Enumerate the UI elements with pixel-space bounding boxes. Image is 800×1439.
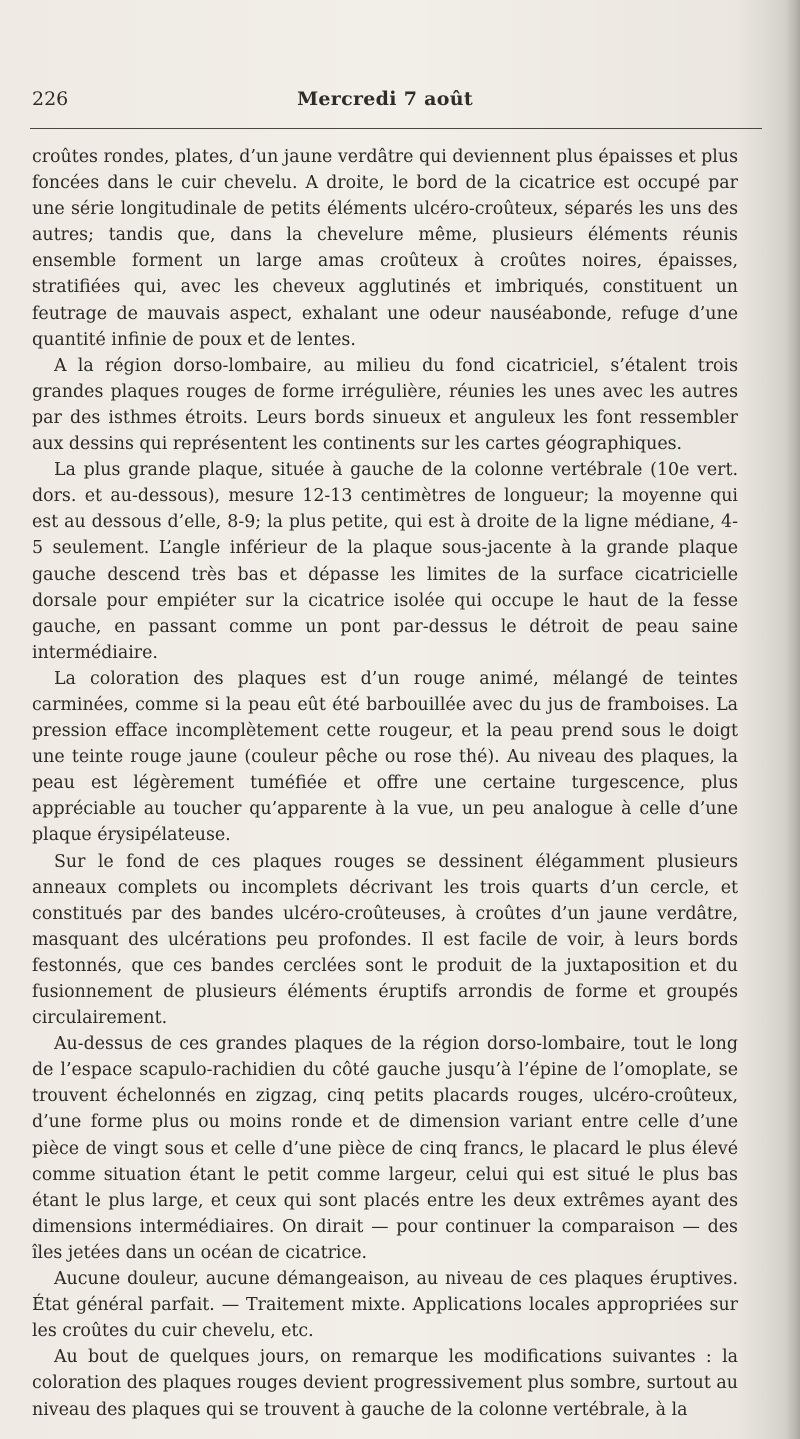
- header-rule: [30, 128, 762, 129]
- body-text: [32, 144, 738, 1423]
- paragraph-continuation: croûtes rondes, plates, d’un jaune verdâtre qui deviennent plus épaisses et plus foncées dans le cuir chevelu. A droite, le bord de la cicatrice est occupé par une série longitudinale de petits éléments ulcéro-croûteux, séparés les uns des autres; tandis que, dans la chevelure même, plusieurs éléments réunis ensemble forment un large amas croûteux à croûtes noires, épaisses, stratifiées qui, avec les cheveux agglutinés et imbriqués, constituent un feutrage de mauvais aspect, exhalant une odeur nauséabonde, refuge d’une quantité infinie de poux et de lentes.: [32, 147, 738, 350]
- paragraph: A la région dorso-lombaire, au milieu du fond cicatriciel, s’étalent trois grandes plaques rouges de forme irrégulière, réunies les unes avec les autres par des isthmes étroits. Leurs bords sinueux et anguleux les font ressembler aux dessins qui représentent les continents sur les cartes géographiques.: [32, 355, 738, 455]
- page-edge-shadow: [786, 0, 800, 1439]
- paragraph: Au bout de quelques jours, on remarque les modifications suivantes : la coloration des plaques rouges devient progressivement plus sombre, surtout au niveau des plaques qui se trouvent à gauche de la colonne vertébrale, à la: [32, 1347, 738, 1420]
- paragraph: La coloration des plaques est d’un rouge animé, mélangé de teintes carminées, comme si la peau eût été barbouillée avec du jus de framboises. La pression efface incomplètement cette rougeur, et la peau prend sous le doigt une teinte rouge jaune (couleur pêche ou rose thé). Au niveau des plaques, la peau est légèrement tuméfiée et offre une certaine turgescence, plus appréciable au toucher qu’apparente à la vue, un peu analogue à celle d’une plaque érysipélateuse.: [32, 668, 738, 846]
- running-title: Mercredi 7 août: [297, 88, 473, 110]
- paragraph: Au-dessus de ces grandes plaques de la région dorso-lombaire, tout le long de l’espace scapulo-rachidien du côté gauche jusqu’à l’épine de l’omoplate, se trouvent échelonnés en zigzag, cinq petits placards rouges, ulcéro-croûteux, d’une forme plus ou moins ronde et de dimension variant entre celle d’une pièce de vingt sous et celle d’une pièce de cinq francs, le placard le plus élevé comme situation étant le petit comme largeur, celui qui est situé le plus bas étant le plus large, et ceux qui sont placés entre les deux extrêmes ayant des dimensions intermédiaires. On dirait — pour continuer la comparaison — des îles jetées dans un océan de cicatrice.: [32, 1034, 738, 1263]
- paragraph: Sur le fond de ces plaques rouges se dessinent élégamment plusieurs anneaux complets ou incomplets décrivant les trois quarts d’un cercle, et constitués par des bandes ulcéro-croûteuses, à croûtes d’un jaune verdâtre, masquant des ulcérations peu profondes. Il est facile de voir, à leurs bords festonnés, que ces bandes cerclées sont le produit de la juxtaposition et du fusionnement de plusieurs éléments éruptifs arrondis de forme et groupés circulairement.: [32, 851, 738, 1029]
- page-header: [30, 88, 740, 118]
- page-number: 226: [32, 88, 69, 110]
- paragraph: La plus grande plaque, située à gauche de la colonne vertébrale (10e vert. dors. et au-dessous), mesure 12-13 centimètres de longueur; la moyenne qui est au dessous d’elle, 8-9; la plus petite, qui est à droite de la ligne médiane, 4-5 seulement. L’angle inférieur de la plaque sous-jacente à la grande plaque gauche descend très bas et dépasse les limites de la surface cicatricielle dorsale pour empiéter sur la cicatrice isolée qui occupe le haut de la fesse gauche, en passant comme un pont par-dessus le détroit de peau saine intermédiaire.: [32, 460, 738, 663]
- paragraph: Aucune douleur, aucune démangeaison, au niveau de ces plaques éruptives. État général parfait. — Traitement mixte. Applications locales appropriées sur les croûtes du cuir chevelu, etc.: [32, 1269, 738, 1342]
